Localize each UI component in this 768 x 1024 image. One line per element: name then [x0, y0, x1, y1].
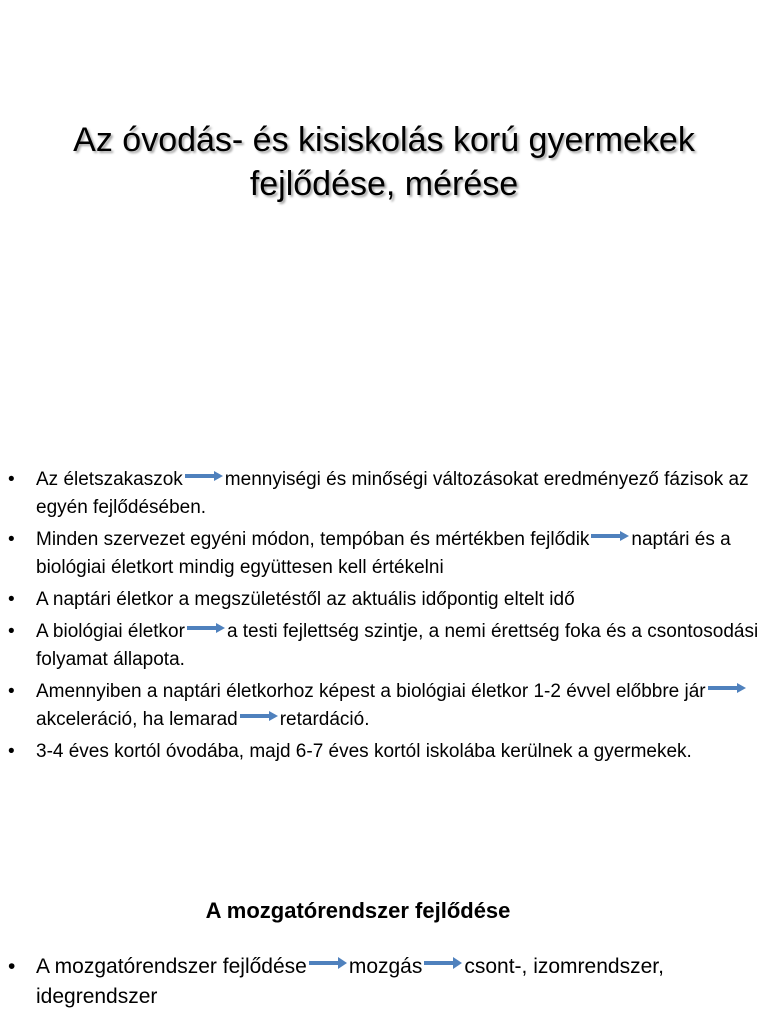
right-arrow-icon	[185, 471, 223, 481]
right-arrow-icon	[309, 957, 347, 969]
bullet-text: mennyiségi és minőségi változásokat eredményező fázisok az egyén fejlődésében.	[36, 469, 749, 518]
right-arrow-icon	[240, 711, 278, 721]
bullet-icon: •	[8, 529, 15, 550]
list-item	[8, 618, 760, 674]
list-item	[8, 466, 760, 522]
bullet-icon: •	[8, 681, 15, 702]
list-item	[8, 952, 760, 1012]
bullet-icon: •	[8, 955, 16, 978]
bullet-icon: •	[8, 621, 15, 642]
list-item	[8, 678, 760, 734]
bullet-text: A naptári életkor a megszületéstől az aktuális időpontig eltelt idő	[36, 589, 575, 610]
bullet-icon: •	[8, 469, 15, 490]
list-item	[8, 586, 760, 614]
bullet-text: Az életszakaszok	[36, 469, 183, 490]
bullet-icon: •	[8, 741, 15, 762]
bullet-text: akceleráció, ha lemarad	[36, 709, 238, 730]
list-item	[8, 738, 760, 766]
bullet-text: csont-, izomrendszer, idegrendszer	[36, 955, 664, 1008]
bullet-list-2	[8, 952, 760, 1012]
title-line-2: fejlődése, mérése	[249, 165, 519, 203]
bullet-text: Amennyiben a naptári életkorhoz képest a biológiai életkor 1-2 évvel előbbre jár	[36, 681, 706, 702]
title-line-1: Az óvodás- és kisiskolás korú gyermekek	[73, 121, 695, 159]
list-item	[8, 526, 760, 582]
bullet-text: Minden szervezet egyéni módon, tempóban és mértékben fejlődik	[36, 529, 590, 550]
bullet-text: retardáció.	[279, 709, 370, 730]
bullet-text: naptári és a biológiai életkort mindig együttesen kell értékelni	[36, 529, 731, 578]
bullet-text: 3-4 éves kortól óvodába, majd 6-7 éves kortól iskolába kerülnek a gyermekek.	[36, 741, 692, 762]
bullet-list	[8, 466, 760, 770]
right-arrow-icon	[591, 531, 629, 541]
section-title: A mozgatórendszer fejlődése	[205, 898, 511, 923]
bullet-text: mozgás	[348, 955, 423, 978]
slide-title	[0, 118, 768, 206]
bullet-text: a testi fejlettség szintje, a nemi érettség foka és a csontosodási folyamat állapota.	[36, 621, 759, 670]
right-arrow-icon	[424, 957, 462, 969]
bullet-text: A mozgatórendszer fejlődése	[36, 955, 307, 978]
bullet-text: A biológiai életkor	[36, 621, 185, 642]
right-arrow-icon	[708, 683, 746, 693]
right-arrow-icon	[187, 623, 225, 633]
bullet-icon: •	[8, 589, 15, 610]
